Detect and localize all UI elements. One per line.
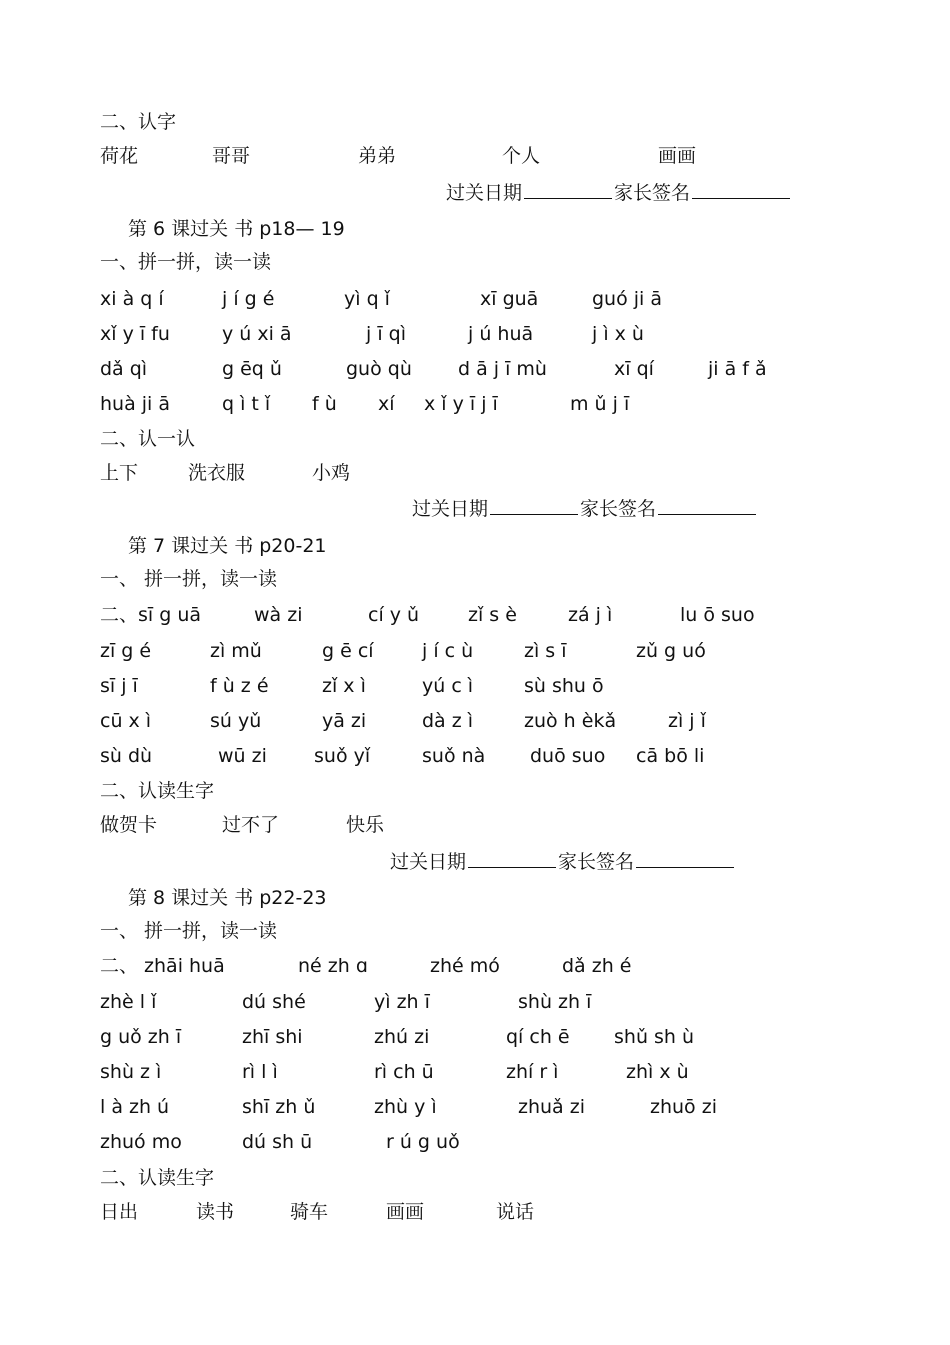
pinyin-row [0, 1058, 950, 1086]
pinyin-word: cū x ì [100, 710, 152, 732]
pinyin-row [0, 742, 950, 770]
section-heading [100, 108, 176, 136]
pinyin-row [0, 707, 950, 735]
pinyin-word: dǎ qì [100, 358, 148, 380]
pinyin-word: zī g é [100, 640, 152, 662]
pinyin-word: shù z ì [100, 1061, 162, 1083]
word: 洗衣服 [188, 462, 246, 484]
pinyin-row [0, 1023, 950, 1051]
parent-label: 家长签名 [580, 498, 657, 520]
pinyin-word: cí y ǔ [368, 604, 420, 626]
word-row [0, 142, 950, 170]
pinyin-word: suǒ nà [422, 745, 486, 767]
pinyin-word: guò qù [346, 358, 412, 380]
pinyin-word: duō suo [530, 745, 606, 767]
pinyin-word: zhè l ǐ [100, 991, 157, 1013]
pinyin-word: suǒ yǐ [314, 745, 371, 767]
pinyin-word: shǔ sh ù [614, 1026, 695, 1048]
pinyin-word: zǐ x ì [322, 675, 366, 697]
pinyin-word: zá j ì [568, 604, 613, 626]
pinyin-word: zì j ǐ [668, 710, 706, 732]
date-blank[interactable] [524, 178, 612, 199]
pinyin-word: 二、sī g uā [100, 604, 202, 626]
word-row [0, 1198, 950, 1226]
pinyin-word: f ù [312, 393, 337, 415]
section-heading [100, 777, 214, 805]
lesson-title-text: 第 7 课过关 书 p20-21 [128, 535, 327, 557]
pinyin-row [0, 601, 950, 629]
section-heading [100, 248, 271, 276]
pinyin-word: x ǐ y ī j ī [424, 393, 498, 415]
word: 哥哥 [212, 145, 251, 167]
pinyin-word: zhuō zi [650, 1096, 717, 1118]
parent-label: 家长签名 [558, 851, 635, 873]
pinyin-word: g ēq ǔ [222, 358, 282, 380]
pinyin-word: sú yǔ [210, 710, 262, 732]
pinyin-word: lu ō suo [680, 604, 755, 626]
word: 个人 [502, 145, 541, 167]
word: 荷花 [100, 145, 139, 167]
pinyin-word: zhù y ì [374, 1096, 437, 1118]
heading-text: 二、认字 [100, 111, 177, 133]
pinyin-word: zhú zi [374, 1026, 430, 1048]
date-label: 过关日期 [446, 182, 523, 204]
pinyin-word: zuò h èkǎ [524, 710, 617, 732]
lesson-title [128, 532, 327, 560]
pinyin-row [0, 672, 950, 700]
pinyin-word: qí ch ē [506, 1026, 570, 1048]
sign-off-line [412, 494, 758, 523]
pinyin-word: y ú xi ā [222, 323, 292, 345]
pinyin-word: rì l ì [242, 1061, 278, 1083]
heading-text: 一、拼一拼，读一读 [100, 251, 272, 273]
word: 快乐 [346, 814, 385, 836]
pinyin-word: guó ji ā [592, 288, 663, 310]
pinyin-row [0, 988, 950, 1016]
section-heading [100, 425, 195, 453]
pinyin-word: sù dù [100, 745, 153, 767]
pinyin-row [0, 637, 950, 665]
word: 画画 [386, 1201, 425, 1223]
pinyin-word: j í g é [222, 288, 275, 310]
pinyin-word: wū zi [218, 745, 267, 767]
word: 上下 [100, 462, 139, 484]
date-label: 过关日期 [412, 498, 489, 520]
heading-text: 一、 拼一拼，读一读 [100, 568, 278, 590]
pinyin-word: j ú huā [468, 323, 534, 345]
pinyin-word: g ē cí [322, 640, 374, 662]
parent-label: 家长签名 [614, 182, 691, 204]
pinyin-word: huà ji ā [100, 393, 171, 415]
pinyin-row [0, 285, 950, 313]
pinyin-word: yú c ì [422, 675, 474, 697]
pinyin-word: zhì x ù [626, 1061, 689, 1083]
pinyin-word: xí [378, 393, 395, 415]
word: 画画 [658, 145, 697, 167]
pinyin-word: 二、 zhāi huā [100, 955, 225, 977]
pinyin-word: zhí r ì [506, 1061, 559, 1083]
pinyin-word: zhuǎ zi [518, 1096, 585, 1118]
pinyin-word: shù zh ī [518, 991, 592, 1013]
pinyin-word: cā bō li [636, 745, 705, 767]
date-blank[interactable] [468, 847, 556, 868]
pinyin-word: j ī qì [366, 323, 406, 345]
word: 读书 [196, 1201, 235, 1223]
pinyin-word: shī zh ǔ [242, 1096, 316, 1118]
pinyin-word: zhuó mo [100, 1131, 182, 1153]
pinyin-word: ji ā f ǎ [708, 358, 767, 380]
word: 弟弟 [358, 145, 397, 167]
pinyin-word: zhī shi [242, 1026, 303, 1048]
parent-blank[interactable] [658, 494, 756, 515]
parent-blank[interactable] [692, 178, 790, 199]
date-blank[interactable] [490, 494, 578, 515]
heading-text: 一、 拼一拼，读一读 [100, 920, 278, 942]
word-row [0, 811, 950, 839]
pinyin-word: zì mǔ [210, 640, 262, 662]
pinyin-word: xī qí [614, 358, 654, 380]
pinyin-word: j í c ù [422, 640, 474, 662]
pinyin-word: rì ch ū [374, 1061, 434, 1083]
pinyin-word: xi à q í [100, 288, 164, 310]
word: 做贺卡 [100, 814, 158, 836]
pinyin-row [0, 320, 950, 348]
word: 过不了 [222, 814, 280, 836]
pinyin-row [0, 952, 950, 980]
sign-off-line [446, 178, 792, 207]
word: 日出 [100, 1201, 139, 1223]
pinyin-word: zǔ g uó [636, 640, 706, 662]
pinyin-word: dǎ zh é [562, 955, 632, 977]
pinyin-row [0, 355, 950, 383]
pinyin-row [0, 1093, 950, 1121]
lesson-title [128, 884, 327, 912]
pinyin-row [0, 1128, 950, 1156]
pinyin-word: né zh ɑ [298, 955, 368, 977]
date-label: 过关日期 [390, 851, 467, 873]
pinyin-word: yā zi [322, 710, 367, 732]
pinyin-word: zhé mó [430, 955, 500, 977]
heading-text: 二、认一认 [100, 428, 196, 450]
pinyin-word: d ā j ī mù [458, 358, 547, 380]
pinyin-word: l à zh ú [100, 1096, 170, 1118]
lesson-title [128, 215, 345, 243]
pinyin-word: dú sh ū [242, 1131, 313, 1153]
pinyin-word: q ì t ǐ [222, 393, 271, 415]
pinyin-word: sī j ī [100, 675, 138, 697]
pinyin-word: wà zi [254, 604, 303, 626]
pinyin-word: xǐ y ī fu [100, 323, 170, 345]
word: 骑车 [290, 1201, 329, 1223]
pinyin-word: sù shu ō [524, 675, 604, 697]
pinyin-word: yì q ǐ [344, 288, 390, 310]
pinyin-word: r ú g uǒ [386, 1131, 460, 1153]
sign-off-line [390, 847, 736, 876]
word-row [0, 459, 950, 487]
pinyin-word: dú shé [242, 991, 306, 1013]
pinyin-word: xī guā [480, 288, 539, 310]
section-heading [100, 917, 277, 945]
pinyin-word: dà z ì [422, 710, 474, 732]
pinyin-word: yì zh ī [374, 991, 430, 1013]
pinyin-word: j ì x ù [592, 323, 644, 345]
word: 说话 [496, 1201, 535, 1223]
pinyin-row [0, 390, 950, 418]
word: 小鸡 [312, 462, 351, 484]
pinyin-word: zì s ī [524, 640, 567, 662]
pinyin-word: f ù z é [210, 675, 269, 697]
section-heading [100, 565, 277, 593]
heading-text: 二、认读生字 [100, 1167, 215, 1189]
pinyin-word: g uǒ zh ī [100, 1026, 182, 1048]
lesson-title-text: 第 8 课过关 书 p22-23 [128, 887, 327, 909]
parent-blank[interactable] [636, 847, 734, 868]
pinyin-word: m ǔ j ī [570, 393, 630, 415]
lesson-title-text: 第 6 课过关 书 p18— 19 [128, 218, 345, 240]
section-heading [100, 1164, 214, 1192]
heading-text: 二、认读生字 [100, 780, 215, 802]
pinyin-word: zǐ s è [468, 604, 517, 626]
